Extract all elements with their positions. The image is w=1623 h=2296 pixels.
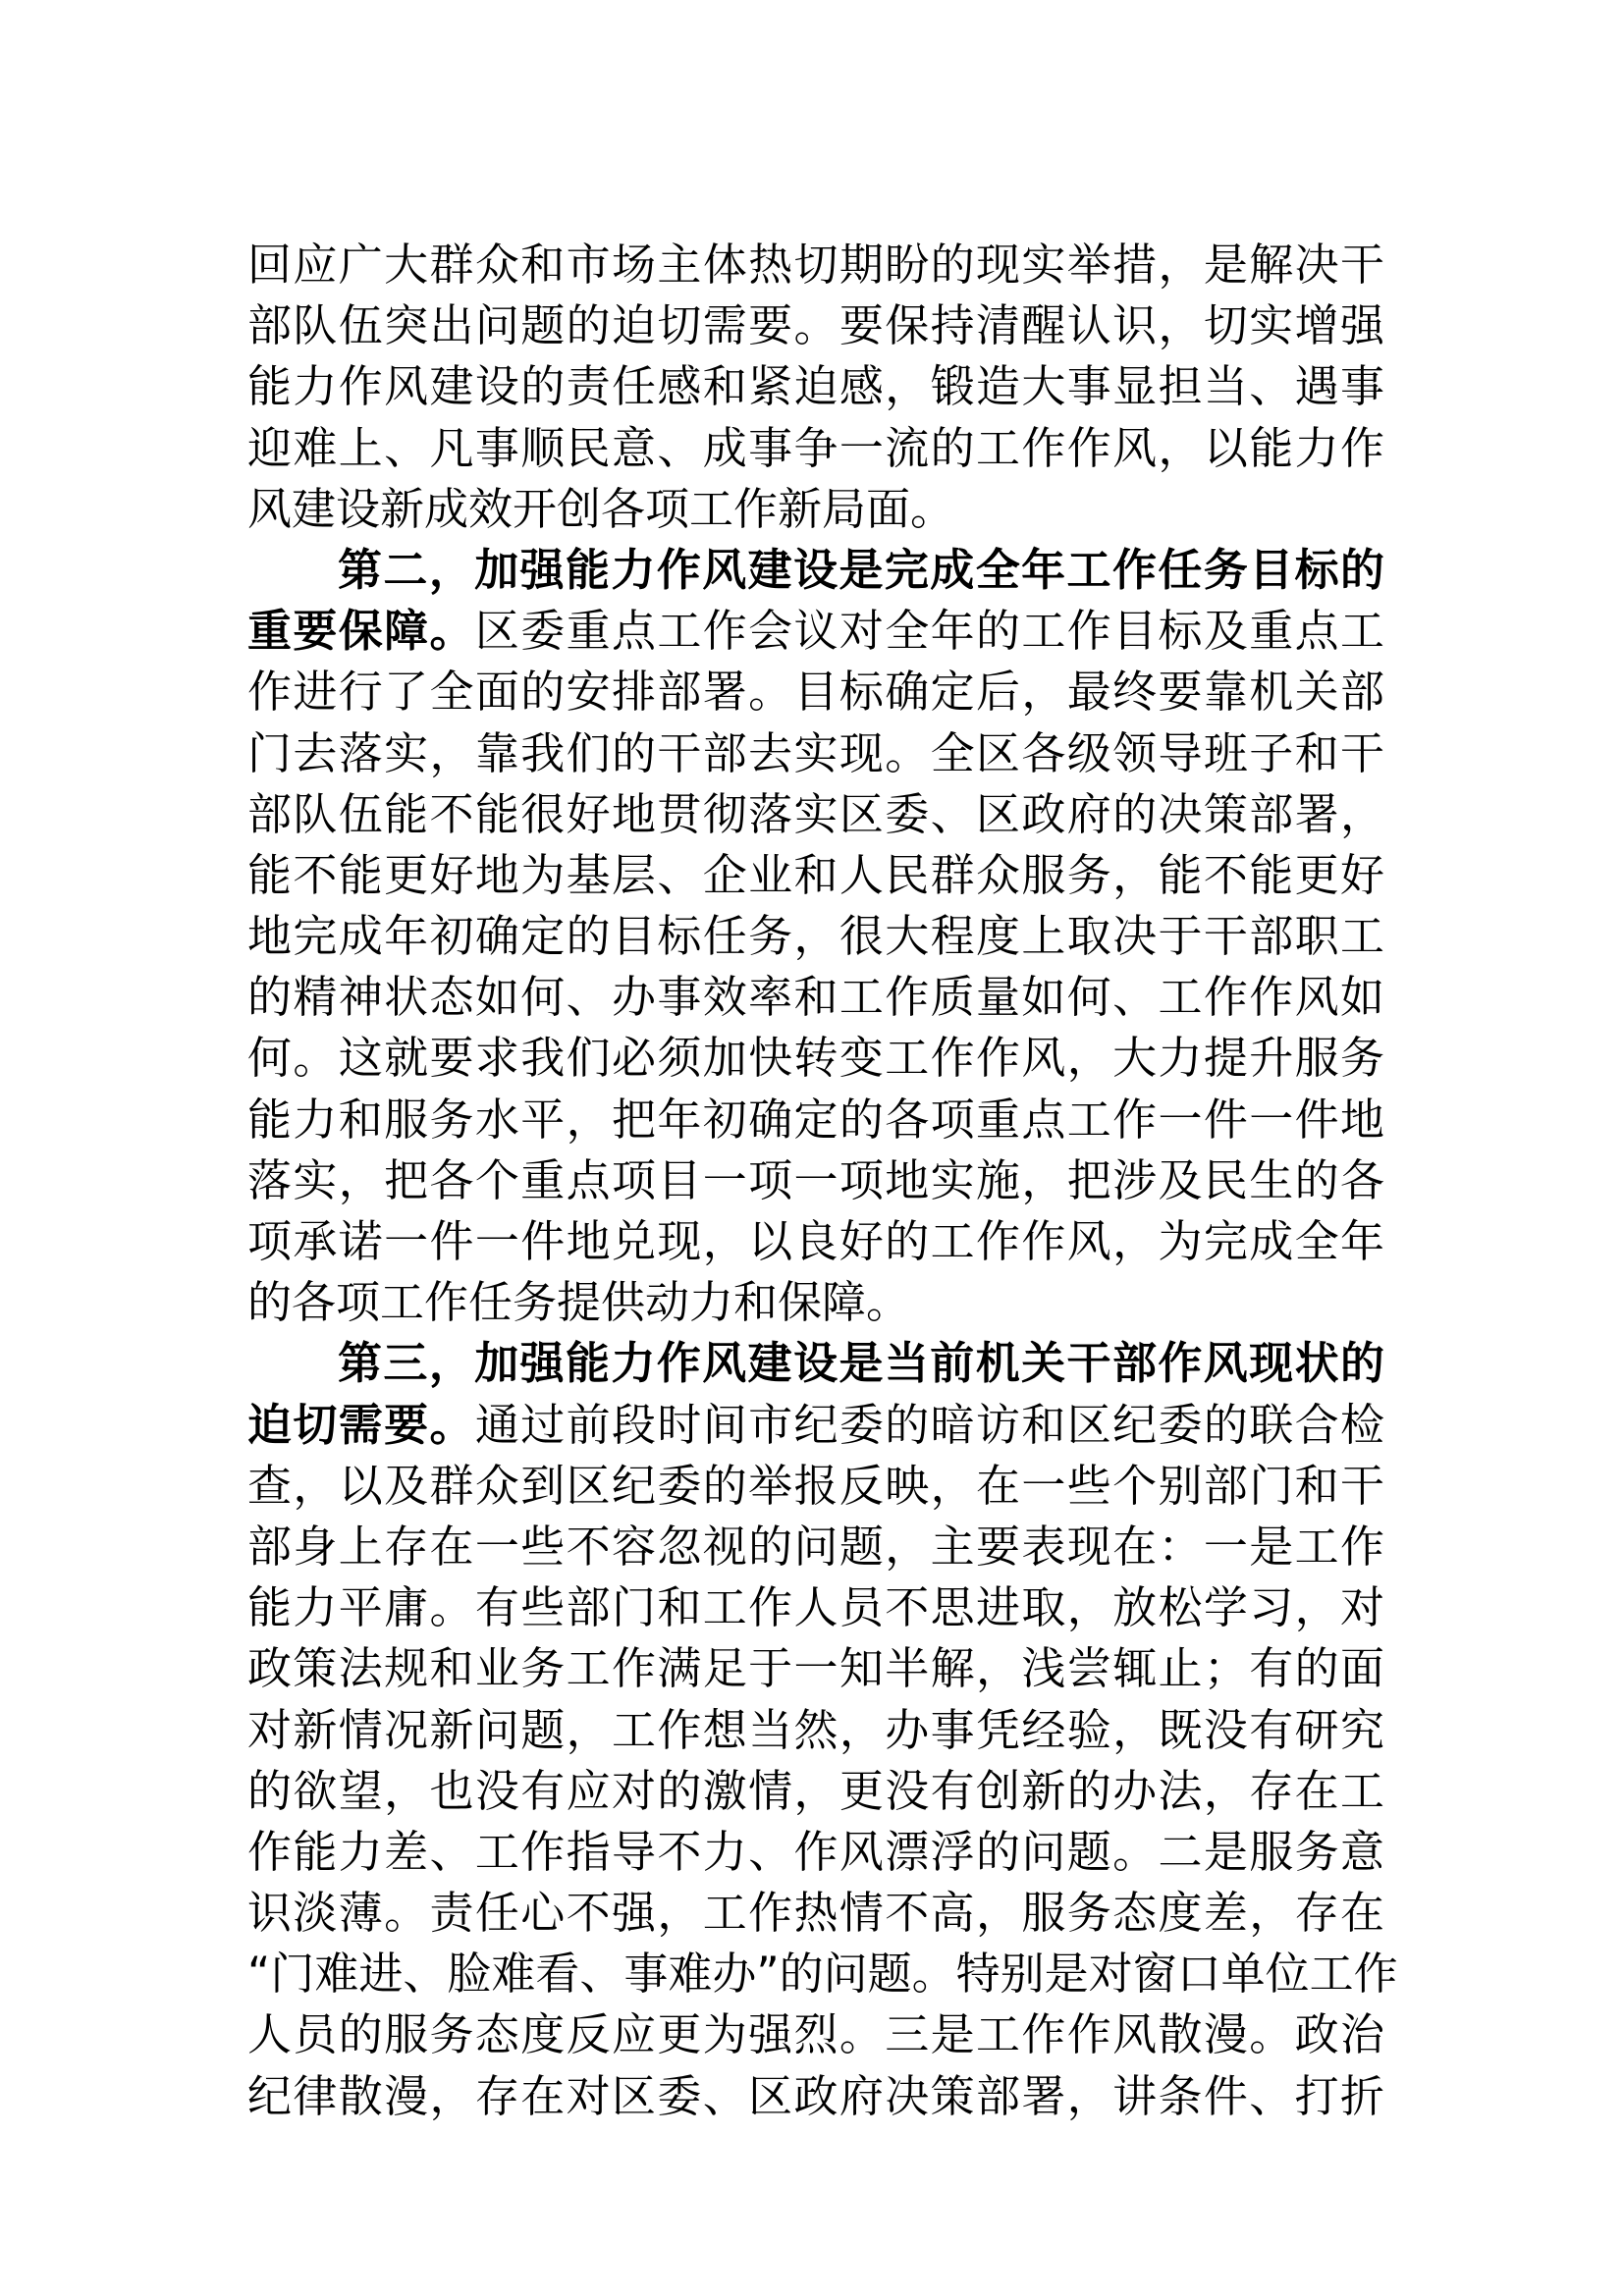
bold-heading-text: 重要保障。	[247, 605, 475, 658]
text-line	[247, 1395, 1384, 1456]
text-line	[247, 1822, 1384, 1883]
text-line	[247, 540, 1384, 601]
body-text: 门去落实，靠我们的干部去实现。全区各级领导班子和干	[247, 726, 1384, 779]
body-text: 的欲望，也没有应对的激情，更没有创新的办法，存在工	[247, 1764, 1384, 1817]
body-text: 能力作风建设的责任感和紧迫感，锻造大事显担当、遇事	[247, 360, 1384, 413]
text-line	[247, 967, 1384, 1028]
body-text: 识淡薄。责任心不强，工作热情不高，服务态度差，存在	[247, 1887, 1384, 1940]
body-text: 能力平庸。有些部门和工作人员不思进取，放松学习，对	[247, 1581, 1384, 1634]
body-text: 回应广大群众和市场主体热切期盼的现实举措，是解决干	[247, 239, 1384, 291]
body-text: 能不能更好地为基层、企业和人民群众服务，能不能更好	[247, 848, 1384, 901]
body-text: 地完成年初确定的目标任务，很大程度上取决于干部职工	[247, 910, 1384, 963]
text-line	[247, 1517, 1384, 1577]
text-line	[247, 906, 1384, 967]
text-line	[247, 479, 1384, 540]
text-line	[247, 1456, 1384, 1517]
body-text: “门难进、脸难看、事难办”的问题。特别是对窗口单位工作	[247, 1948, 1398, 2001]
body-text: 的各项工作任务提供动力和保障。	[247, 1276, 911, 1329]
text-line	[247, 1333, 1384, 1394]
text-line	[247, 1090, 1384, 1150]
body-text: 落实，把各个重点项目一项一项地实施，把涉及民生的各	[247, 1153, 1384, 1206]
body-text: 纪律散漫，存在对区委、区政府决策部署，讲条件、打折	[247, 2069, 1384, 2122]
body-text: 人员的服务态度反应更为强烈。三是工作作风散漫。政治	[247, 2008, 1384, 2061]
body-text: 部队伍能不能很好地贯彻落实区委、区政府的决策部署，	[247, 787, 1384, 840]
body-text: 查，以及群众到区纪委的举报反映，在一些个别部门和干	[247, 1459, 1384, 1512]
text-line	[247, 418, 1384, 479]
body-text: 对新情况新问题，工作想当然，办事凭经验，既没有研究	[247, 1703, 1384, 1756]
text-line	[247, 1883, 1384, 1944]
text-line	[247, 662, 1384, 722]
bold-heading-text: 第三，加强能力作风建设是当前机关干部作风现状的	[338, 1337, 1384, 1390]
body-text: 区委重点工作会议对全年的工作目标及重点工	[474, 605, 1384, 658]
body-text: 的精神状态如何、办事效率和工作质量如何、工作作风如	[247, 971, 1384, 1024]
text-line	[247, 1211, 1384, 1272]
text-line	[247, 1150, 1384, 1211]
body-text: 部队伍突出问题的迫切需要。要保持清醒认识，切实增强	[247, 299, 1384, 352]
body-text: 何。这就要求我们必须加快转变工作作风，大力提升服务	[247, 1032, 1384, 1085]
bold-heading-text: 迫切需要。	[247, 1398, 475, 1451]
body-text: 作进行了全面的安排部署。目标确定后，最终要靠机关部	[247, 666, 1384, 719]
text-line	[247, 1028, 1384, 1089]
text-line	[247, 601, 1384, 662]
text-line	[247, 1944, 1398, 2004]
text-line	[247, 235, 1384, 295]
text-line	[247, 1700, 1384, 1761]
body-text: 通过前段时间市纪委的暗访和区纪委的联合检	[474, 1398, 1384, 1451]
bold-heading-text: 第二，加强能力作风建设是完成全年工作任务目标的	[338, 543, 1384, 596]
text-line	[247, 723, 1384, 784]
body-text: 能力和服务水平，把年初确定的各项重点工作一件一件地	[247, 1093, 1384, 1146]
text-line	[247, 1577, 1384, 1638]
document-body	[247, 235, 1398, 2127]
body-text: 迎难上、凡事顺民意、成事争一流的工作作风，以能力作	[247, 421, 1384, 474]
body-text: 作能力差、工作指导不力、作风漂浮的问题。二是服务意	[247, 1825, 1384, 1878]
text-line	[247, 1272, 1384, 1333]
text-line	[247, 845, 1384, 906]
body-text: 政策法规和业务工作满足于一知半解，浅尝辄止；有的面	[247, 1642, 1384, 1695]
body-text: 部身上存在一些不容忽视的问题，主要表现在：一是工作	[247, 1520, 1384, 1573]
body-text: 风建设新成效开创各项工作新局面。	[247, 482, 955, 535]
text-line	[247, 295, 1384, 356]
text-line	[247, 1761, 1384, 1822]
text-line	[247, 784, 1384, 845]
text-line	[247, 1638, 1384, 1699]
text-line	[247, 356, 1384, 417]
text-line	[247, 2066, 1384, 2127]
body-text: 项承诺一件一件地兑现，以良好的工作作风，为完成全年	[247, 1215, 1384, 1267]
text-line	[247, 2004, 1384, 2065]
